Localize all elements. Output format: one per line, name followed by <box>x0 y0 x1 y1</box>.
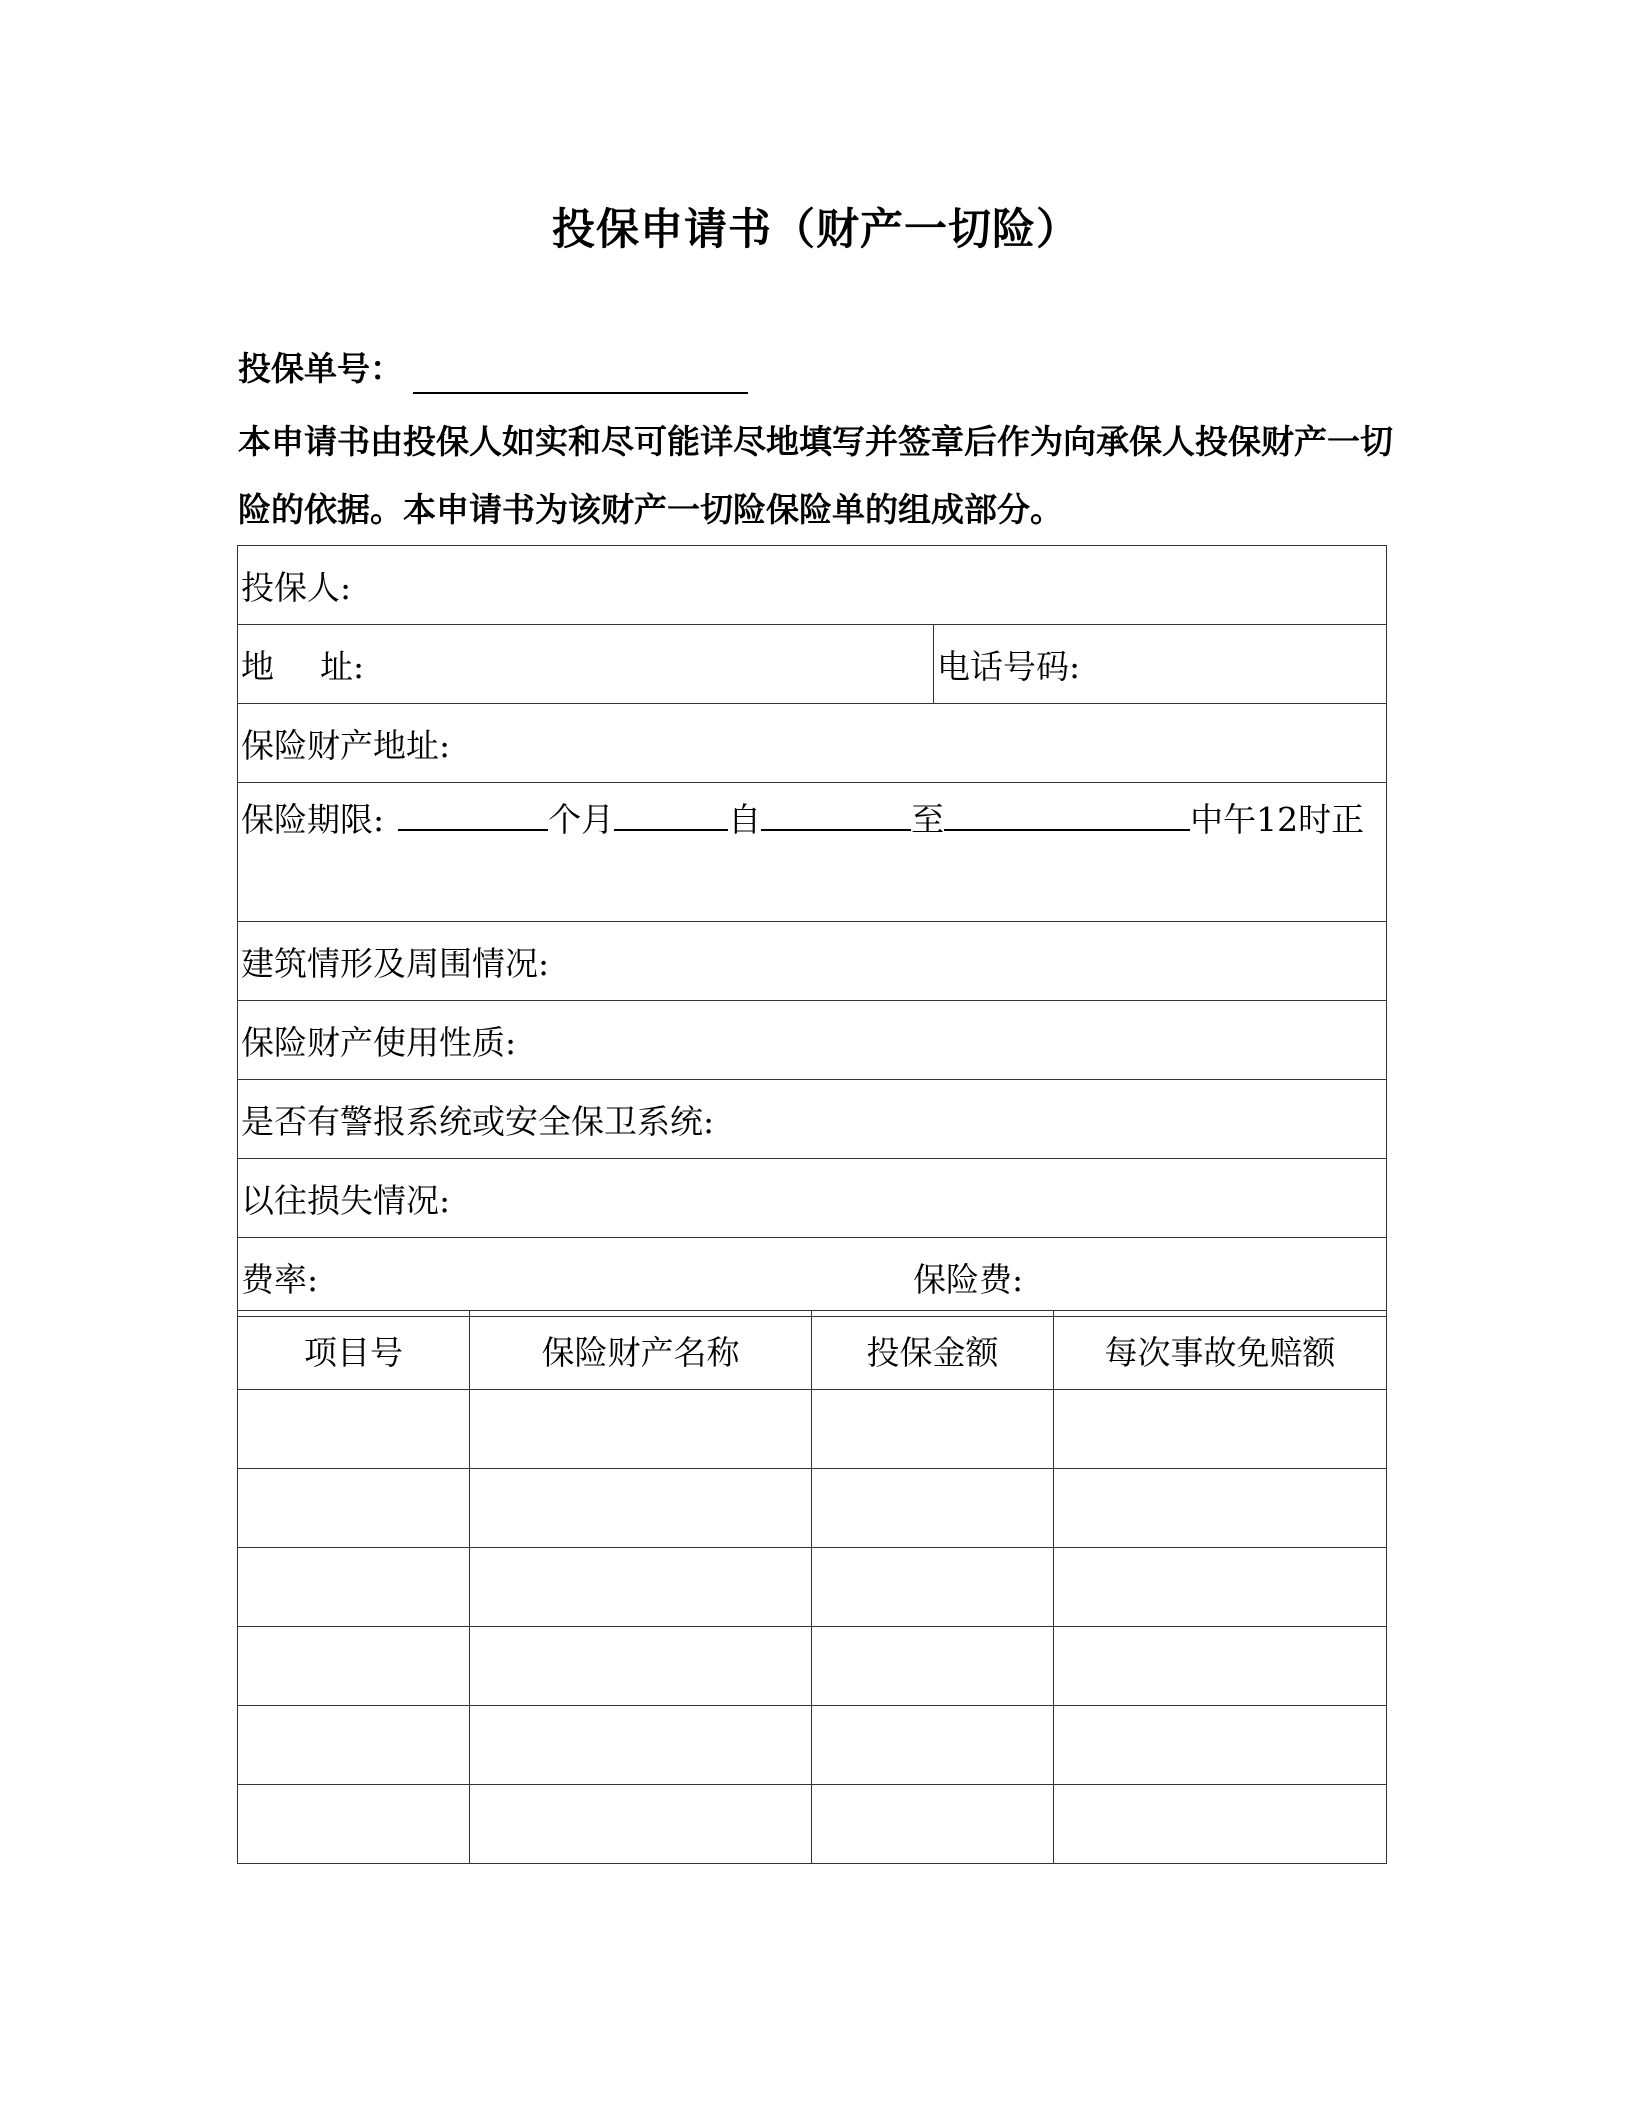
property-name-cell[interactable] <box>470 1627 812 1706</box>
insured-amount-cell[interactable] <box>812 1627 1054 1706</box>
property-address-field[interactable] <box>238 704 1387 783</box>
usage-field[interactable] <box>238 1001 1387 1080</box>
address-label-part1: 地 <box>241 646 274 686</box>
past-losses-row <box>238 1159 1387 1238</box>
insured-amount-cell[interactable] <box>812 1548 1054 1627</box>
deductible-cell[interactable] <box>1054 1548 1387 1627</box>
period-label: 保险期限: <box>241 800 385 839</box>
applicant-row <box>238 546 1387 625</box>
table-row <box>238 1390 1387 1469</box>
rate-premium-row <box>238 1238 1387 1317</box>
address-label-part2: 址: <box>320 646 365 686</box>
property-name-cell[interactable] <box>470 1469 812 1548</box>
item-number-cell[interactable] <box>238 1390 470 1469</box>
insured-amount-cell[interactable] <box>812 1706 1054 1785</box>
period-field <box>238 783 1387 922</box>
property-name-cell[interactable] <box>470 1785 812 1864</box>
alarm-field[interactable] <box>238 1080 1387 1159</box>
property-name-cell[interactable] <box>470 1390 812 1469</box>
header-item-number: 项目号 <box>238 1311 470 1390</box>
past-losses-label: 以往损失情况: <box>241 1180 451 1220</box>
applicant-info-table <box>237 545 1387 1317</box>
phone-field[interactable] <box>934 625 1387 704</box>
period-from-blank[interactable] <box>761 793 911 831</box>
deductible-cell[interactable] <box>1054 1390 1387 1469</box>
premium-label: 保险费: <box>913 1259 1024 1299</box>
building-field[interactable] <box>238 922 1387 1001</box>
item-number-cell[interactable] <box>238 1469 470 1548</box>
deductible-cell[interactable] <box>1054 1469 1387 1548</box>
rate-label: 费率: <box>241 1259 319 1299</box>
period-noon-label: 中午12时正 <box>1190 800 1365 839</box>
policy-number-label: 投保单号： <box>238 349 403 388</box>
period-to-label: 至 <box>911 800 945 839</box>
alarm-row <box>238 1080 1387 1159</box>
property-address-label: 保险财产地址: <box>241 725 451 765</box>
phone-label: 电话号码: <box>937 646 1081 686</box>
rate-premium-field[interactable] <box>238 1238 1387 1317</box>
address-row <box>238 625 1387 704</box>
intro-paragraph: 本申请书由投保人如实和尽可能详尽地填写并签章后作为向承保人投保财产一切险的依据。本申请书为该财产一切险保险单的组成部分。 <box>238 422 1393 529</box>
applicant-label: 投保人: <box>241 567 352 607</box>
property-name-cell[interactable] <box>470 1706 812 1785</box>
item-number-cell[interactable] <box>238 1706 470 1785</box>
policy-number-field[interactable] <box>413 352 748 394</box>
item-number-cell[interactable] <box>238 1548 470 1627</box>
alarm-label: 是否有警报系统或安全保卫系统: <box>241 1101 715 1141</box>
table-row <box>238 1706 1387 1785</box>
address-field[interactable] <box>238 625 934 704</box>
table-row <box>238 1785 1387 1864</box>
period-months-blank[interactable] <box>398 793 548 831</box>
building-row <box>238 922 1387 1001</box>
item-number-cell[interactable] <box>238 1785 470 1864</box>
insured-amount-cell[interactable] <box>812 1785 1054 1864</box>
insured-items-table <box>237 1310 1387 1864</box>
usage-row <box>238 1001 1387 1080</box>
insured-amount-cell[interactable] <box>812 1390 1054 1469</box>
table-row <box>238 1548 1387 1627</box>
deductible-cell[interactable] <box>1054 1706 1387 1785</box>
item-number-cell[interactable] <box>238 1627 470 1706</box>
period-extra-blank[interactable] <box>614 793 728 831</box>
policy-number-line <box>238 344 748 394</box>
table-row <box>238 1627 1387 1706</box>
table-row <box>238 1469 1387 1548</box>
header-deductible: 每次事故免赔额 <box>1054 1311 1387 1390</box>
period-months-label: 个月 <box>548 800 615 839</box>
deductible-cell[interactable] <box>1054 1785 1387 1864</box>
property-name-cell[interactable] <box>470 1548 812 1627</box>
property-address-row <box>238 704 1387 783</box>
insured-amount-cell[interactable] <box>812 1469 1054 1548</box>
period-from-label: 自 <box>728 800 762 839</box>
page-title: 投保申请书（财产一切险） <box>552 205 1080 255</box>
past-losses-field[interactable] <box>238 1159 1387 1238</box>
building-label: 建筑情形及周围情况: <box>241 943 550 983</box>
header-insured-amount: 投保金额 <box>812 1311 1054 1390</box>
usage-label: 保险财产使用性质: <box>241 1022 517 1062</box>
period-row <box>238 783 1387 922</box>
applicant-field[interactable] <box>238 546 1387 625</box>
items-header-row <box>238 1311 1387 1390</box>
period-to-blank[interactable] <box>944 793 1190 831</box>
header-property-name: 保险财产名称 <box>470 1311 812 1390</box>
deductible-cell[interactable] <box>1054 1627 1387 1706</box>
